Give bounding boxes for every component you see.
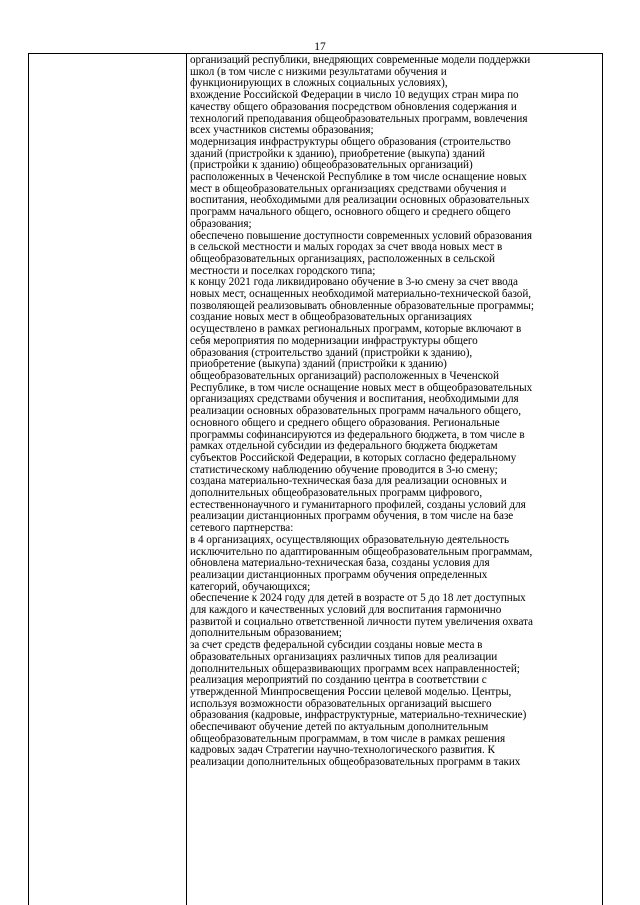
- page-number: 17: [314, 41, 326, 53]
- text-line: реализация мероприятий по созданию центра в соответствии с: [190, 675, 487, 687]
- text-line: новых мест, оснащенных необходимой материально-технической базой,: [190, 289, 532, 301]
- text-line: технологий преподавания общеобразовательных программ, вовлечения: [190, 113, 528, 125]
- text-line: категорий, обучающихся;: [190, 581, 311, 593]
- text-line: исключительно по адаптированным общеобразовательным программам,: [190, 546, 533, 558]
- text-line: образовательных организациях различных типов для реализации: [190, 651, 498, 663]
- text-line: рамках отдельной субсидии из федерального бюджета бюджетам: [190, 441, 498, 453]
- text-line: дополнительным образованием;: [190, 628, 342, 640]
- text-line: организаций республики, внедряющих современные модели поддержки: [190, 55, 531, 66]
- text-line: программ начального общего, основного общего и среднего общего: [190, 207, 511, 219]
- text-line: Республике, в том числе оснащение новых мест в общеобразовательных: [190, 382, 533, 394]
- text-line: всех участников системы образования;: [190, 125, 374, 137]
- text-line: образования (строительство зданий (пристройки к зданию),: [190, 347, 473, 359]
- text-line: мест в общеобразовательных организациях средствами обучения и: [190, 183, 507, 195]
- text-line: обеспечивают обучение детей по актуальным дополнительным: [190, 722, 489, 734]
- text-line: утвержденной Минпросвещения России целевой моделью. Центры,: [190, 686, 512, 698]
- text-line: организациях средствами обучения и воспитания, необходимыми для: [190, 394, 519, 406]
- text-line: сетевого партнерства:: [190, 523, 294, 535]
- text-line: позволяющей реализовывать обновленные образовательные программы;: [190, 300, 534, 312]
- text-line: обеспечено повышение доступности современных условий образования: [190, 230, 532, 242]
- text-line: дополнительных общеобразовательных программ цифрового,: [190, 488, 483, 500]
- text-line: образования (кадровые, инфраструктурные, материально-технические): [190, 710, 527, 722]
- text-line: субъектов Российской Федерации, в которых согласно федеральному: [190, 452, 517, 464]
- text-line: для каждого и качественных условий для воспитания гармонично: [190, 605, 502, 617]
- text-line: реализации дистанционных программ обучения, в том числе на базе: [190, 511, 514, 523]
- text-line: к концу 2021 года ликвидировано обучение в 3-ю смену за счет ввода: [190, 277, 518, 289]
- text-line: качеству общего образования посредством обновления содержания и: [190, 101, 517, 113]
- text-line: используя возможности образовательных организаций высшего: [190, 698, 492, 710]
- text-line: в 4 организациях, осуществляющих образовательную деятельность: [190, 534, 510, 546]
- text-line: дополнительных общеразвивающих программ всех направленностей;: [190, 663, 520, 675]
- text-line: развитой и социально ответственной личности путем увеличения охвата: [190, 616, 533, 628]
- text-line: создана материально-техническая база для реализации основных и: [190, 476, 507, 488]
- text-line: статистическому наблюдению обучение проводится в 3-ю смену;: [190, 464, 498, 476]
- text-line: обновлена материально-техническая база, созданы условия для: [190, 558, 490, 570]
- text-line: реализации дистанционных программ обучения определенных: [190, 569, 488, 581]
- text-line: (пристройки к зданию) общеобразовательных организаций): [190, 160, 473, 172]
- text-line: реализации дополнительных общеобразовательных программ в таких: [190, 757, 521, 769]
- text-line: образования;: [190, 218, 252, 230]
- text-line: модернизация инфраструктуры общего образования (строительство: [190, 136, 511, 148]
- column-divider: [186, 53, 187, 905]
- text-line: в сельской местности и малых городах за счет ввода новых мест в: [190, 242, 503, 254]
- text-line: кадровых задач Стратегии научно-технологического развития. К: [190, 745, 495, 757]
- text-line: создание новых мест в общеобразовательных организациях: [190, 312, 473, 324]
- text-line: вхождение Российской Федерации в число 10 ведущих стран мира по: [190, 90, 519, 102]
- table-content-cell: [190, 55, 600, 769]
- text-line: воспитания, необходимыми для реализации основных образовательных: [190, 195, 530, 207]
- text-line: за счет средств федеральной субсидии созданы новые места в: [190, 640, 483, 652]
- text-line: обеспечение к 2024 году для детей в возрасте от 5 до 18 лет доступных: [190, 593, 526, 605]
- text-line: программы софинансируются из федерального бюджета, в том числе в: [190, 429, 525, 441]
- text-line: общеобразовательным программам, в том числе в рамках решения: [190, 733, 506, 745]
- text-line: функционирующих в сложных социальных условиях),: [190, 78, 448, 90]
- text-line: расположенных в Чеченской Республике в том числе оснащение новых: [190, 172, 527, 184]
- text-line: реализации основных образовательных программ начального общего,: [190, 406, 521, 418]
- text-line: общеобразовательных организациях, расположенных в сельской: [190, 253, 495, 265]
- text-line: естественнонаучного и гуманитарного профилей, созданы условий для: [190, 499, 526, 511]
- text-line: себя мероприятия по модернизации инфраструктуры общего: [190, 335, 478, 347]
- text-line: осуществлено в рамках региональных программ, которые включают в: [190, 324, 522, 336]
- text-line: основного общего и среднего общего образования. Региональные: [190, 417, 500, 429]
- text-line: школ (в том числе с низкими результатами обучения и: [190, 66, 447, 78]
- text-line: местности и поселках городского типа;: [190, 265, 376, 277]
- text-line: зданий (пристройки к зданию), приобретение (выкупа) зданий: [190, 148, 485, 160]
- text-line: общеобразовательных организаций) расположенных в Чеченской: [190, 370, 499, 382]
- table-left-cell: [29, 54, 185, 905]
- text-line: приобретение (выкупа) зданий (пристройки к зданию): [190, 359, 447, 371]
